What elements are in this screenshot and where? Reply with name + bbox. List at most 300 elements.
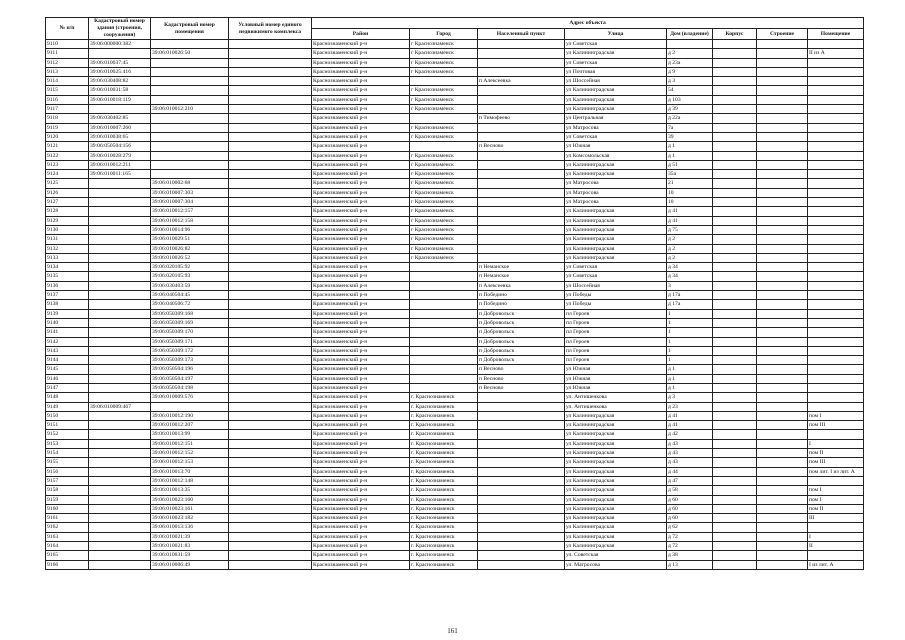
- cell-cadastral-building: [89, 514, 151, 523]
- cell-settlement: [478, 244, 565, 253]
- cell-cadastral-room: [151, 160, 229, 169]
- table-row: [46, 198, 864, 207]
- cell-korpus: [713, 291, 757, 300]
- cell-district: Краснознаменский р-н: [312, 114, 410, 123]
- cell-house: д 41: [667, 421, 713, 430]
- cell-room: [808, 430, 864, 439]
- cell-korpus: [713, 495, 757, 504]
- cell-settlement: [478, 67, 565, 76]
- cell-building: [757, 551, 808, 560]
- cell-street: ул Калининградская: [565, 504, 667, 513]
- cell-room: [808, 244, 864, 253]
- cell-district: Краснознаменский р-н: [312, 439, 410, 448]
- cell-num: 9122: [46, 151, 89, 160]
- cell-conditional-number: [229, 337, 312, 346]
- cell-building: [757, 225, 808, 234]
- cell-num: 9137: [46, 291, 89, 300]
- cell-district: Краснознаменский р-н: [312, 309, 410, 318]
- cell-city: г. Краснознаменск: [410, 542, 478, 551]
- cell-cadastral-building: 39:06:030402:85: [89, 114, 151, 123]
- cell-district: Краснознаменский р-н: [312, 179, 410, 188]
- cell-city: г Краснознаменск: [410, 216, 478, 225]
- cell-cadastral-building: [89, 374, 151, 383]
- cell-num: 9133: [46, 253, 89, 262]
- cell-cadastral-building: [89, 253, 151, 262]
- cell-building: [757, 105, 808, 114]
- cell-num: 9140: [46, 318, 89, 327]
- cell-num: 9114: [46, 77, 89, 86]
- cell-district: Краснознаменский р-н: [312, 263, 410, 272]
- cell-cadastral-room: [151, 402, 229, 411]
- cell-korpus: [713, 142, 757, 151]
- cell-conditional-number: [229, 40, 312, 49]
- table-row: [46, 328, 864, 337]
- cell-cadastral-building: [89, 421, 151, 430]
- cell-conditional-number: [229, 114, 312, 123]
- cell-city: г Краснознаменск: [410, 207, 478, 216]
- cell-district: Краснознаменский р-н: [312, 123, 410, 132]
- cell-cadastral-room: 39:06:010023:161: [151, 504, 229, 513]
- table-row: [46, 235, 864, 244]
- cell-city: г Краснознаменск: [410, 123, 478, 132]
- cell-korpus: [713, 225, 757, 234]
- cell-conditional-number: [229, 300, 312, 309]
- cell-num: 9129: [46, 216, 89, 225]
- cell-house: д 51: [667, 160, 713, 169]
- header-address: Адрес объекта: [312, 18, 864, 29]
- cell-building: [757, 86, 808, 95]
- cell-room: пом III: [808, 458, 864, 467]
- cell-korpus: [713, 393, 757, 402]
- cell-korpus: [713, 439, 757, 448]
- cell-house: д 2: [667, 253, 713, 262]
- cell-room: [808, 300, 864, 309]
- cell-street: ул Калининградская: [565, 235, 667, 244]
- cell-house: [667, 40, 713, 49]
- cell-settlement: [478, 95, 565, 104]
- cell-num: 9124: [46, 170, 89, 179]
- cell-korpus: [713, 86, 757, 95]
- cell-korpus: [713, 551, 757, 560]
- cell-cadastral-building: [89, 300, 151, 309]
- cell-district: Краснознаменский р-н: [312, 244, 410, 253]
- cell-city: г Краснознаменск: [410, 40, 478, 49]
- cell-settlement: п Весново: [478, 383, 565, 392]
- cell-cadastral-room: 39:06:010013:136: [151, 523, 229, 532]
- cell-house: 1: [667, 346, 713, 355]
- cell-cadastral-room: [151, 58, 229, 67]
- cell-district: Краснознаменский р-н: [312, 504, 410, 513]
- cell-num: 9158: [46, 486, 89, 495]
- cell-city: г. Краснознаменск: [410, 532, 478, 541]
- cell-cadastral-room: 39:06:010026:82: [151, 244, 229, 253]
- cell-settlement: [478, 40, 565, 49]
- cell-conditional-number: [229, 318, 312, 327]
- cell-settlement: [478, 188, 565, 197]
- table-row: [46, 430, 864, 439]
- cell-cadastral-building: [89, 198, 151, 207]
- cell-city: [410, 77, 478, 86]
- cell-korpus: [713, 374, 757, 383]
- cell-conditional-number: [229, 77, 312, 86]
- cell-korpus: [713, 49, 757, 58]
- cell-cadastral-room: 39:06:010012:152: [151, 449, 229, 458]
- cell-room: [808, 272, 864, 281]
- cell-building: [757, 374, 808, 383]
- cell-room: [808, 318, 864, 327]
- cell-korpus: [713, 123, 757, 132]
- cell-conditional-number: [229, 123, 312, 132]
- cell-city: г Краснознаменск: [410, 105, 478, 114]
- cell-conditional-number: [229, 402, 312, 411]
- cell-house: д 1: [667, 142, 713, 151]
- cell-cadastral-room: 39:06:040504:45: [151, 291, 229, 300]
- cell-num: 9157: [46, 476, 89, 485]
- cell-room: [808, 58, 864, 67]
- cell-street: ул Калининградская: [565, 430, 667, 439]
- cell-num: 9163: [46, 532, 89, 541]
- cell-cadastral-room: 39:06:050309:170: [151, 328, 229, 337]
- cell-cadastral-room: 39:06:050309:172: [151, 346, 229, 355]
- cell-city: [410, 328, 478, 337]
- cell-cadastral-room: 39:06:010026:50: [151, 49, 229, 58]
- cell-settlement: п Добровольск: [478, 346, 565, 355]
- cell-room: [808, 383, 864, 392]
- cell-settlement: [478, 132, 565, 141]
- cell-room: III: [808, 514, 864, 523]
- cell-num: 9160: [46, 504, 89, 513]
- cell-korpus: [713, 160, 757, 169]
- cell-street: ул Матросова: [565, 198, 667, 207]
- cell-cadastral-building: [89, 430, 151, 439]
- cell-settlement: п Алексеевка: [478, 281, 565, 290]
- cell-district: Краснознаменский р-н: [312, 40, 410, 49]
- cell-building: [757, 542, 808, 551]
- cell-korpus: [713, 95, 757, 104]
- cell-cadastral-room: 39:06:010031:59: [151, 551, 229, 560]
- cell-room: [808, 309, 864, 318]
- cell-house: д 103: [667, 95, 713, 104]
- cell-settlement: [478, 523, 565, 532]
- cell-korpus: [713, 67, 757, 76]
- cell-settlement: [478, 551, 565, 560]
- cell-cadastral-building: [89, 532, 151, 541]
- cell-street: ул Южная: [565, 142, 667, 151]
- cell-settlement: п Победино: [478, 300, 565, 309]
- cell-conditional-number: [229, 272, 312, 281]
- cell-num: 9154: [46, 449, 89, 458]
- cell-house: 10: [667, 188, 713, 197]
- cell-building: [757, 123, 808, 132]
- cell-district: Краснознаменский р-н: [312, 318, 410, 327]
- cell-room: [808, 253, 864, 262]
- cell-district: Краснознаменский р-н: [312, 449, 410, 458]
- cell-korpus: [713, 346, 757, 355]
- cell-conditional-number: [229, 170, 312, 179]
- cell-street: ул Матросова: [565, 179, 667, 188]
- cell-cadastral-room: 39:06:010007:304: [151, 198, 229, 207]
- cell-street: ул Советская: [565, 132, 667, 141]
- cell-district: Краснознаменский р-н: [312, 430, 410, 439]
- cell-korpus: [713, 179, 757, 188]
- cell-district: Краснознаменский р-н: [312, 300, 410, 309]
- cell-building: [757, 170, 808, 179]
- header-num: № п/п: [46, 18, 89, 40]
- cell-cadastral-building: [89, 486, 151, 495]
- cell-korpus: [713, 467, 757, 476]
- cell-district: Краснознаменский р-н: [312, 365, 410, 374]
- cell-cadastral-room: 39:06:010009:576: [151, 393, 229, 402]
- cell-conditional-number: [229, 198, 312, 207]
- cell-settlement: [478, 207, 565, 216]
- cell-street: ул Победы: [565, 300, 667, 309]
- cell-house: д 43: [667, 458, 713, 467]
- cell-house: д 23а: [667, 58, 713, 67]
- cell-settlement: п Победино: [478, 291, 565, 300]
- cell-cadastral-building: [89, 495, 151, 504]
- cell-cadastral-building: [89, 179, 151, 188]
- cell-house: д 17а: [667, 300, 713, 309]
- cell-cadastral-building: 39:06:010011:165: [89, 170, 151, 179]
- header-cadastral-room: Кадастровый номер помещения: [151, 18, 229, 40]
- cell-cadastral-room: 39:06:010012:148: [151, 476, 229, 485]
- cell-district: Краснознаменский р-н: [312, 207, 410, 216]
- cell-district: Краснознаменский р-н: [312, 77, 410, 86]
- cell-cadastral-room: 39:06:010014:96: [151, 225, 229, 234]
- cell-cadastral-building: 39:06:030408:82: [89, 77, 151, 86]
- table-row: [46, 179, 864, 188]
- cell-room: [808, 95, 864, 104]
- cell-room: [808, 132, 864, 141]
- cell-district: Краснознаменский р-н: [312, 560, 410, 569]
- cell-building: [757, 309, 808, 318]
- table-row: [46, 402, 864, 411]
- cell-conditional-number: [229, 365, 312, 374]
- cell-num: 9128: [46, 207, 89, 216]
- cell-city: г Краснознаменск: [410, 160, 478, 169]
- cell-city: г. Краснознаменск: [410, 421, 478, 430]
- cell-room: [808, 393, 864, 402]
- cell-district: Краснознаменский р-н: [312, 142, 410, 151]
- cell-korpus: [713, 235, 757, 244]
- cell-house: д 41: [667, 411, 713, 420]
- cell-district: Краснознаменский р-н: [312, 393, 410, 402]
- cell-city: г. Краснознаменск: [410, 523, 478, 532]
- table-row: [46, 449, 864, 458]
- cell-cadastral-building: [89, 383, 151, 392]
- cell-conditional-number: [229, 235, 312, 244]
- cell-room: пом I: [808, 495, 864, 504]
- cell-num: 9120: [46, 132, 89, 141]
- cell-settlement: п Добровольск: [478, 318, 565, 327]
- cell-conditional-number: [229, 411, 312, 420]
- cell-room: [808, 105, 864, 114]
- cell-cadastral-room: 39:06:010013:70: [151, 467, 229, 476]
- cell-street: ул Калининградская: [565, 458, 667, 467]
- cell-cadastral-building: [89, 551, 151, 560]
- cell-num: 9142: [46, 337, 89, 346]
- cell-conditional-number: [229, 476, 312, 485]
- table-row: [46, 67, 864, 76]
- cell-settlement: [478, 105, 565, 114]
- cell-cadastral-building: [89, 356, 151, 365]
- cell-cadastral-building: [89, 393, 151, 402]
- cell-city: г Краснознаменск: [410, 58, 478, 67]
- cell-cadastral-building: [89, 504, 151, 513]
- cell-korpus: [713, 523, 757, 532]
- cell-settlement: [478, 235, 565, 244]
- cell-building: [757, 272, 808, 281]
- cell-cadastral-building: 39:06:010009:467: [89, 402, 151, 411]
- cell-district: Краснознаменский р-н: [312, 235, 410, 244]
- cell-cadastral-room: 39:06:010012:210: [151, 105, 229, 114]
- cell-cadastral-room: [151, 86, 229, 95]
- cell-settlement: [478, 225, 565, 234]
- cell-house: д 9: [667, 67, 713, 76]
- cell-building: [757, 421, 808, 430]
- cell-settlement: [478, 486, 565, 495]
- cell-building: [757, 337, 808, 346]
- cell-cadastral-room: 39:06:050504:197: [151, 374, 229, 383]
- page-number: 161: [447, 627, 458, 635]
- cell-street: ул Победы: [565, 291, 667, 300]
- header-house: Дом (владение): [667, 29, 713, 40]
- cell-street: ул Советская: [565, 263, 667, 272]
- cell-cadastral-building: 39:06:010018:119: [89, 95, 151, 104]
- table-row: [46, 160, 864, 169]
- cell-cadastral-building: 39:06:010037:45: [89, 58, 151, 67]
- cell-conditional-number: [229, 560, 312, 569]
- cell-settlement: [478, 86, 565, 95]
- cell-district: Краснознаменский р-н: [312, 272, 410, 281]
- cell-settlement: п Добровольск: [478, 337, 565, 346]
- cell-cadastral-room: 39:06:010029:51: [151, 235, 229, 244]
- cell-city: [410, 374, 478, 383]
- cell-house: 3: [667, 281, 713, 290]
- cell-conditional-number: [229, 542, 312, 551]
- cell-settlement: [478, 411, 565, 420]
- cell-street: ул Шоссейная: [565, 281, 667, 290]
- cell-house: д 1: [667, 374, 713, 383]
- cell-num: 9118: [46, 114, 89, 123]
- cell-cadastral-building: [89, 207, 151, 216]
- cell-district: Краснознаменский р-н: [312, 95, 410, 104]
- cell-korpus: [713, 449, 757, 458]
- cell-city: г. Краснознаменск: [410, 467, 478, 476]
- cell-conditional-number: [229, 486, 312, 495]
- cell-cadastral-room: [151, 77, 229, 86]
- cell-cadastral-room: 39:06:020105:92: [151, 263, 229, 272]
- cell-street: пл Героев: [565, 346, 667, 355]
- cell-settlement: п Неманское: [478, 272, 565, 281]
- cell-room: [808, 356, 864, 365]
- cell-building: [757, 67, 808, 76]
- cell-cadastral-building: 39:06:050504:156: [89, 142, 151, 151]
- cell-korpus: [713, 421, 757, 430]
- table-row: [46, 253, 864, 262]
- cell-conditional-number: [229, 458, 312, 467]
- cell-city: [410, 272, 478, 281]
- cell-street: ул Калининградская: [565, 421, 667, 430]
- cell-korpus: [713, 402, 757, 411]
- cell-house: д 44: [667, 467, 713, 476]
- cell-building: [757, 253, 808, 262]
- cell-cadastral-room: 39:06:010013:35: [151, 486, 229, 495]
- cell-num: 9146: [46, 374, 89, 383]
- cell-conditional-number: [229, 504, 312, 513]
- cell-district: Краснознаменский р-н: [312, 49, 410, 58]
- header-building: Строение: [757, 29, 808, 40]
- cell-korpus: [713, 216, 757, 225]
- cell-house: д 2: [667, 49, 713, 58]
- cell-room: I: [808, 439, 864, 448]
- cell-district: Краснознаменский р-н: [312, 198, 410, 207]
- cell-city: [410, 142, 478, 151]
- cell-district: Краснознаменский р-н: [312, 188, 410, 197]
- table-row: [46, 272, 864, 281]
- cell-room: [808, 328, 864, 337]
- cell-num: 9156: [46, 467, 89, 476]
- cell-cadastral-room: 39:06:010012:151: [151, 439, 229, 448]
- cell-cadastral-room: 39:06:010021:83: [151, 542, 229, 551]
- cell-street: ул Калининградская: [565, 86, 667, 95]
- table-body: [46, 40, 864, 570]
- cell-cadastral-building: [89, 235, 151, 244]
- cell-settlement: [478, 216, 565, 225]
- cell-cadastral-room: [151, 95, 229, 104]
- cell-cadastral-room: 39:06:010023:160: [151, 495, 229, 504]
- cell-conditional-number: [229, 188, 312, 197]
- cell-korpus: [713, 281, 757, 290]
- cell-room: [808, 142, 864, 151]
- cell-conditional-number: [229, 216, 312, 225]
- cell-district: Краснознаменский р-н: [312, 253, 410, 262]
- cell-conditional-number: [229, 374, 312, 383]
- cell-street: ул Калининградская: [565, 207, 667, 216]
- cell-house: д 58: [667, 486, 713, 495]
- cell-settlement: п Неманское: [478, 263, 565, 272]
- cell-korpus: [713, 411, 757, 420]
- cell-cadastral-building: [89, 49, 151, 58]
- cell-house: 35а: [667, 170, 713, 179]
- table-row: [46, 49, 864, 58]
- cell-cadastral-room: 39:06:010012:190: [151, 411, 229, 420]
- cell-cadastral-room: 39:06:050504:196: [151, 365, 229, 374]
- cell-street: ул Шоссейная: [565, 77, 667, 86]
- table-row: [46, 300, 864, 309]
- cell-settlement: [478, 467, 565, 476]
- table-row: [46, 421, 864, 430]
- cell-building: [757, 365, 808, 374]
- cell-num: 9152: [46, 430, 89, 439]
- table-row: [46, 523, 864, 532]
- table-row: [46, 40, 864, 49]
- cell-building: [757, 402, 808, 411]
- cell-conditional-number: [229, 356, 312, 365]
- cell-korpus: [713, 244, 757, 253]
- cell-room: [808, 263, 864, 272]
- cell-city: г Краснознаменск: [410, 170, 478, 179]
- cell-settlement: [478, 439, 565, 448]
- cell-korpus: [713, 132, 757, 141]
- cell-district: Краснознаменский р-н: [312, 132, 410, 141]
- cell-cadastral-building: [89, 467, 151, 476]
- cell-district: Краснознаменский р-н: [312, 486, 410, 495]
- cell-num: 9150: [46, 411, 89, 420]
- cell-house: д 2: [667, 244, 713, 253]
- cell-num: 9136: [46, 281, 89, 290]
- cell-settlement: п Добровольск: [478, 356, 565, 365]
